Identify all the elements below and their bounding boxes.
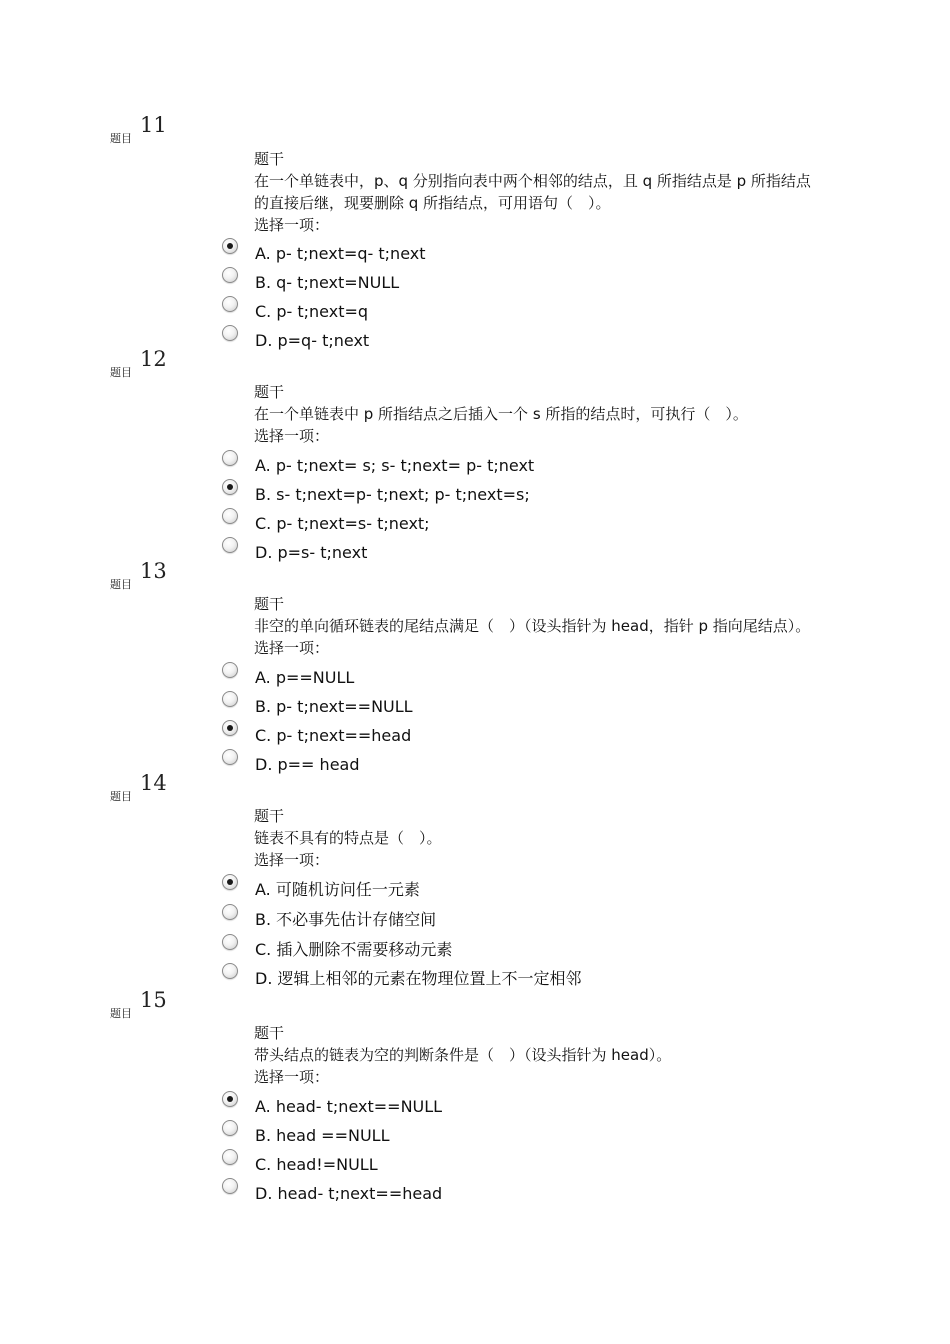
radio-button[interactable] [222, 1178, 238, 1194]
stem-title: 题干 [254, 383, 285, 401]
option-label: C. 插入删除不需要移动元素 [255, 940, 453, 959]
stem-title: 题干 [254, 1024, 285, 1042]
stem-title: 题干 [254, 595, 285, 613]
option-label: D. 逻辑上相邻的元素在物理位置上不一定相邻 [255, 969, 582, 988]
option-label: D. p=s- t;next [255, 543, 368, 562]
radio-button[interactable] [222, 749, 238, 765]
choose-one-prompt: 选择一项： [254, 427, 330, 445]
stem-text-line: 带头结点的链表为空的判断条件是（ ）（设头指针为 head）。 [254, 1046, 672, 1064]
radio-button[interactable] [222, 325, 238, 341]
choose-one-prompt: 选择一项： [254, 1068, 330, 1086]
stem-title: 题干 [254, 150, 285, 168]
stem-title: 题干 [254, 807, 285, 825]
question-label: 题目 [110, 578, 132, 591]
question-label: 题目 [110, 132, 132, 145]
stem-text-line: 链表不具有的特点是（ ）。 [254, 829, 442, 847]
question-stem [254, 593, 894, 659]
choose-one-prompt: 选择一项： [254, 851, 330, 869]
radio-button[interactable] [222, 904, 238, 920]
option-label: C. head!=NULL [255, 1155, 378, 1174]
question-stem [254, 805, 894, 871]
option-label: B. p- t;next==NULL [255, 697, 413, 716]
stem-text-line: 在一个单链表中 p 所指结点之后插入一个 s 所指的结点时，可执行（ ）。 [254, 405, 748, 423]
question-stem [254, 148, 894, 236]
option-label: C. p- t;next=s- t;next; [255, 514, 430, 533]
radio-button[interactable] [222, 296, 238, 312]
radio-button[interactable] [222, 1091, 238, 1107]
option-label: A. 可随机访问任一元素 [255, 880, 420, 899]
option-label: B. s- t;next=p- t;next; p- t;next=s; [255, 485, 530, 504]
choose-one-prompt: 选择一项： [254, 216, 330, 234]
radio-button[interactable] [222, 934, 238, 950]
option-label: A. head- t;next==NULL [255, 1097, 443, 1116]
option-label: D. p== head [255, 755, 360, 774]
question-stem [254, 1022, 894, 1088]
question-stem [254, 381, 894, 447]
radio-button[interactable] [222, 450, 238, 466]
stem-text-line: 的直接后继，现要删除 q 所指结点，可用语句（ ）。 [254, 194, 611, 212]
radio-button[interactable] [222, 238, 238, 254]
question-number: 13 [140, 559, 167, 583]
option-label: C. p- t;next=q [255, 302, 369, 321]
option-label: A. p- t;next= s; s- t;next= p- t;next [255, 456, 535, 475]
question-label: 题目 [110, 366, 132, 379]
radio-button[interactable] [222, 874, 238, 890]
question-number: 11 [140, 113, 167, 137]
radio-button[interactable] [222, 691, 238, 707]
stem-text-line: 非空的单向循环链表的尾结点满足（ ）（设头指针为 head，指针 p 指向尾结点）。 [254, 617, 811, 635]
option-label: A. p==NULL [255, 668, 355, 687]
option-label: D. p=q- t;next [255, 331, 370, 350]
option-label: B. head ==NULL [255, 1126, 390, 1145]
option-label: B. q- t;next=NULL [255, 273, 400, 292]
question-number: 14 [140, 771, 167, 795]
question-number: 12 [140, 347, 167, 371]
radio-button[interactable] [222, 720, 238, 736]
choose-one-prompt: 选择一项： [254, 639, 330, 657]
question-number: 15 [140, 988, 167, 1012]
option-label: B. 不必事先估计存储空间 [255, 910, 437, 929]
radio-button[interactable] [222, 479, 238, 495]
option-label: C. p- t;next==head [255, 726, 412, 745]
radio-button[interactable] [222, 1149, 238, 1165]
question-label: 题目 [110, 790, 132, 803]
option-label: A. p- t;next=q- t;next [255, 244, 426, 263]
radio-button[interactable] [222, 1120, 238, 1136]
stem-text-line: 在一个单链表中，p、q 分别指向表中两个相邻的结点，且 q 所指结点是 p 所指结点 [254, 172, 811, 190]
option-label: D. head- t;next==head [255, 1184, 443, 1203]
radio-button[interactable] [222, 537, 238, 553]
radio-button[interactable] [222, 508, 238, 524]
question-label: 题目 [110, 1007, 132, 1020]
radio-button[interactable] [222, 662, 238, 678]
radio-button[interactable] [222, 267, 238, 283]
radio-button[interactable] [222, 963, 238, 979]
